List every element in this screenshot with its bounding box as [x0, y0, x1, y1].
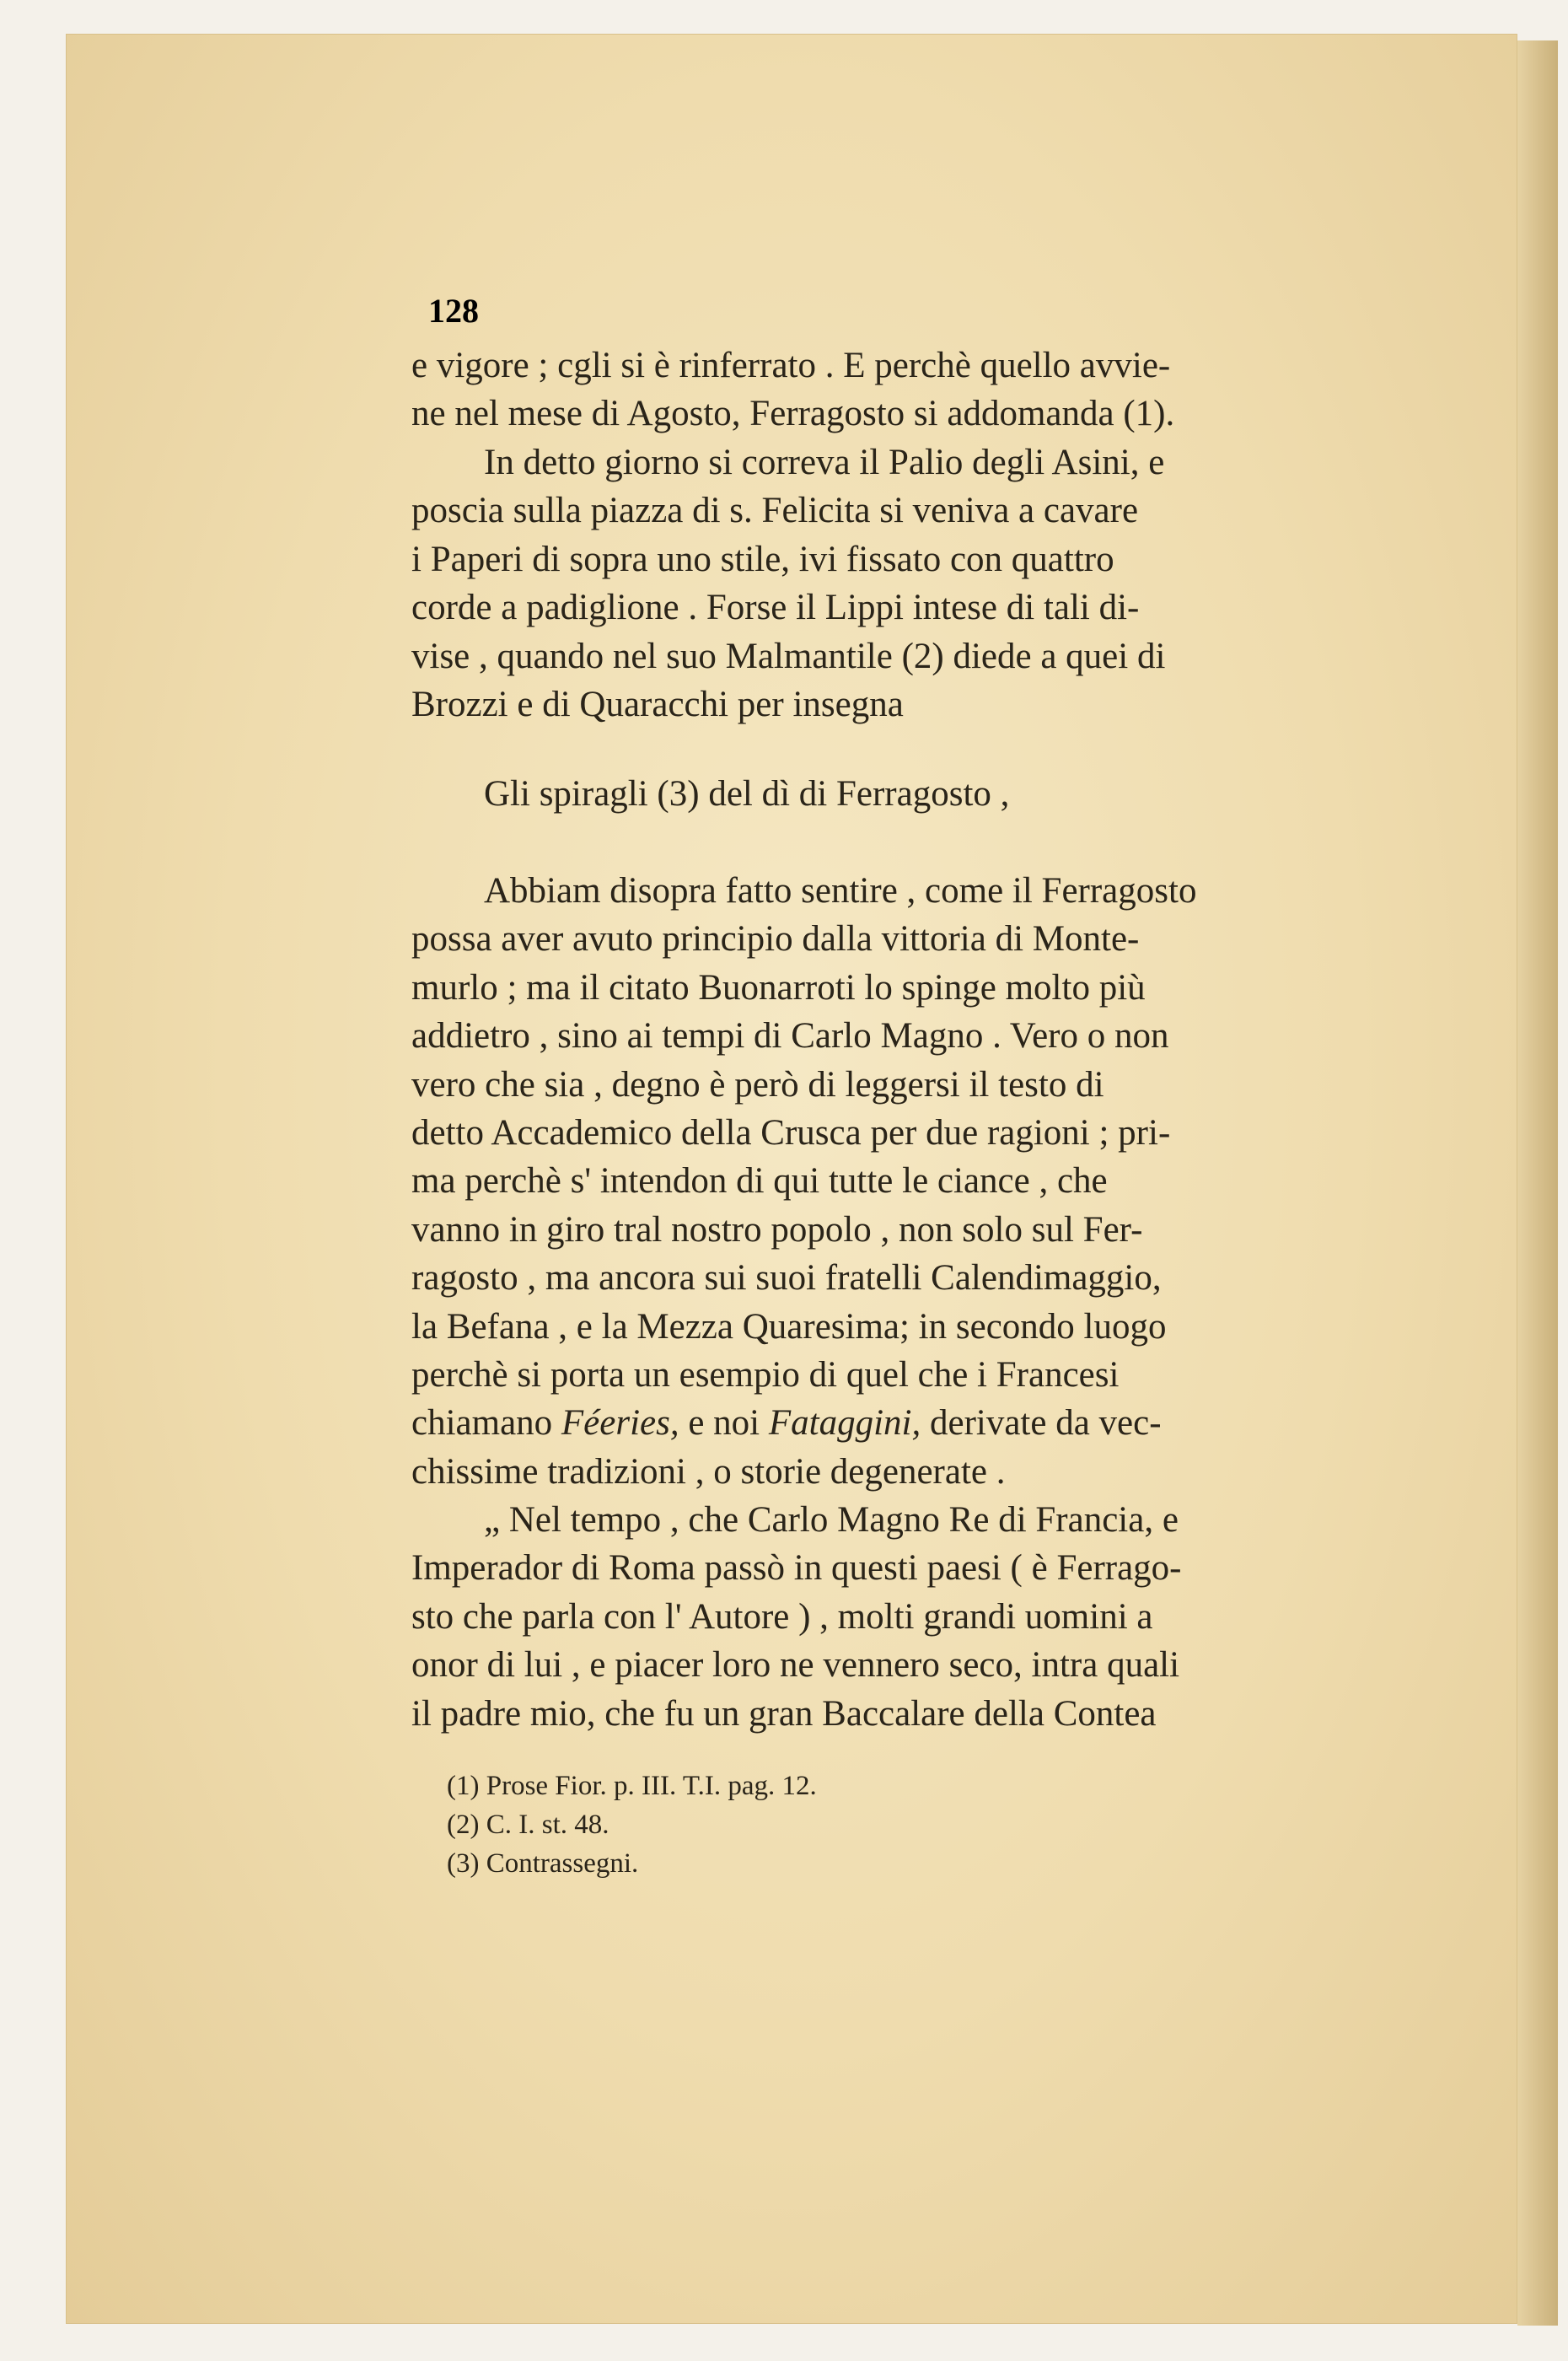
text-line: poscia sulla piazza di s. Felicita si veniva a cavare	[411, 491, 1139, 531]
text-line: perchè si porta un esempio di quel che i Francesi	[411, 1355, 1120, 1396]
text-line: detto Accademico della Crusca per due ragioni ; pri-	[411, 1113, 1171, 1154]
text-line: i Paperi di sopra uno stile, ivi fissato con quattro	[411, 539, 1114, 579]
text-line-italics	[411, 1399, 1307, 1447]
text-line: possa aver avuto principio dalla vittoria di Monte-	[411, 919, 1140, 960]
text-line: ragosto , ma ancora sui suoi fratelli Calendimaggio,	[411, 1258, 1162, 1299]
text-line: ma perchè s' intendon di qui tutte le ciance , che	[411, 1161, 1108, 1202]
paragraph-1	[411, 342, 1307, 438]
footnote-3: (3) Contrassegni.	[447, 1848, 639, 1879]
text-line: „ Nel tempo , che Carlo Magno Re di Francia, e	[484, 1500, 1179, 1540]
page-number: 128	[428, 292, 479, 330]
text-line: vero che sia , degno è però di leggersi il testo di	[411, 1064, 1104, 1105]
text-line: e vigore ; cgli si è rinferrato . E perchè quello avvie-	[411, 346, 1171, 385]
text-fragment: e noi	[679, 1403, 769, 1444]
text-line: Imperador di Roma passò in questi paesi ( è Ferrago-	[411, 1548, 1182, 1589]
text-line: sto che parla con l' Autore ) , molti grandi uomini a	[411, 1596, 1153, 1637]
paragraph-2	[411, 438, 1307, 729]
footnote-1: (1) Prose Fior. p. III. T.I. pag. 12.	[447, 1771, 817, 1801]
text-line: chissime tradizioni , o storie degenerate .	[411, 1451, 1006, 1492]
text-fragment: chiamano	[411, 1403, 561, 1444]
text-line: la Befana , e la Mezza Quaresima; in secondo luogo	[411, 1306, 1167, 1347]
text-line: ne nel mese di Agosto, Ferragosto si addomanda (1).	[411, 394, 1175, 434]
next-page-edge	[1517, 40, 1558, 2326]
paragraph-4	[411, 1496, 1307, 1738]
text-line: il padre mio, che fu un gran Baccalare della Contea	[411, 1693, 1157, 1734]
italic-term-fataggini: Fataggini,	[768, 1403, 921, 1444]
text-line: addietro , sino ai tempi di Carlo Magno . Vero o non	[411, 1016, 1169, 1057]
text-line: murlo ; ma il citato Buonarroti lo spinge molto più	[411, 967, 1146, 1008]
paragraph-3	[411, 867, 1307, 1496]
verse-quote: Gli spiragli (3) del dì di Ferragosto ,	[484, 774, 1010, 814]
text-line: corde a padiglione . Forse il Lippi intese di tali di-	[411, 588, 1140, 628]
text-line: onor di lui , e piacer loro ne vennero seco, intra quali	[411, 1645, 1180, 1686]
text-line: vise , quando nel suo Malmantile (2) diede a quei di	[411, 636, 1166, 676]
italic-term-feeries: Féeries,	[561, 1403, 679, 1444]
text-line: In detto giorno si correva il Palio degli Asini, e	[484, 443, 1165, 482]
footnote-2: (2) C. I. st. 48.	[447, 1810, 609, 1840]
footnotes	[447, 1767, 1206, 1883]
text-fragment: derivate da vec-	[921, 1403, 1162, 1444]
text-line: Brozzi e di Quaracchi per insegna	[411, 685, 904, 725]
text-line: Abbiam disopra fatto sentire , come il Ferragosto	[484, 871, 1197, 911]
text-line: vanno in giro tral nostro popolo , non solo sul Fer-	[411, 1209, 1143, 1250]
